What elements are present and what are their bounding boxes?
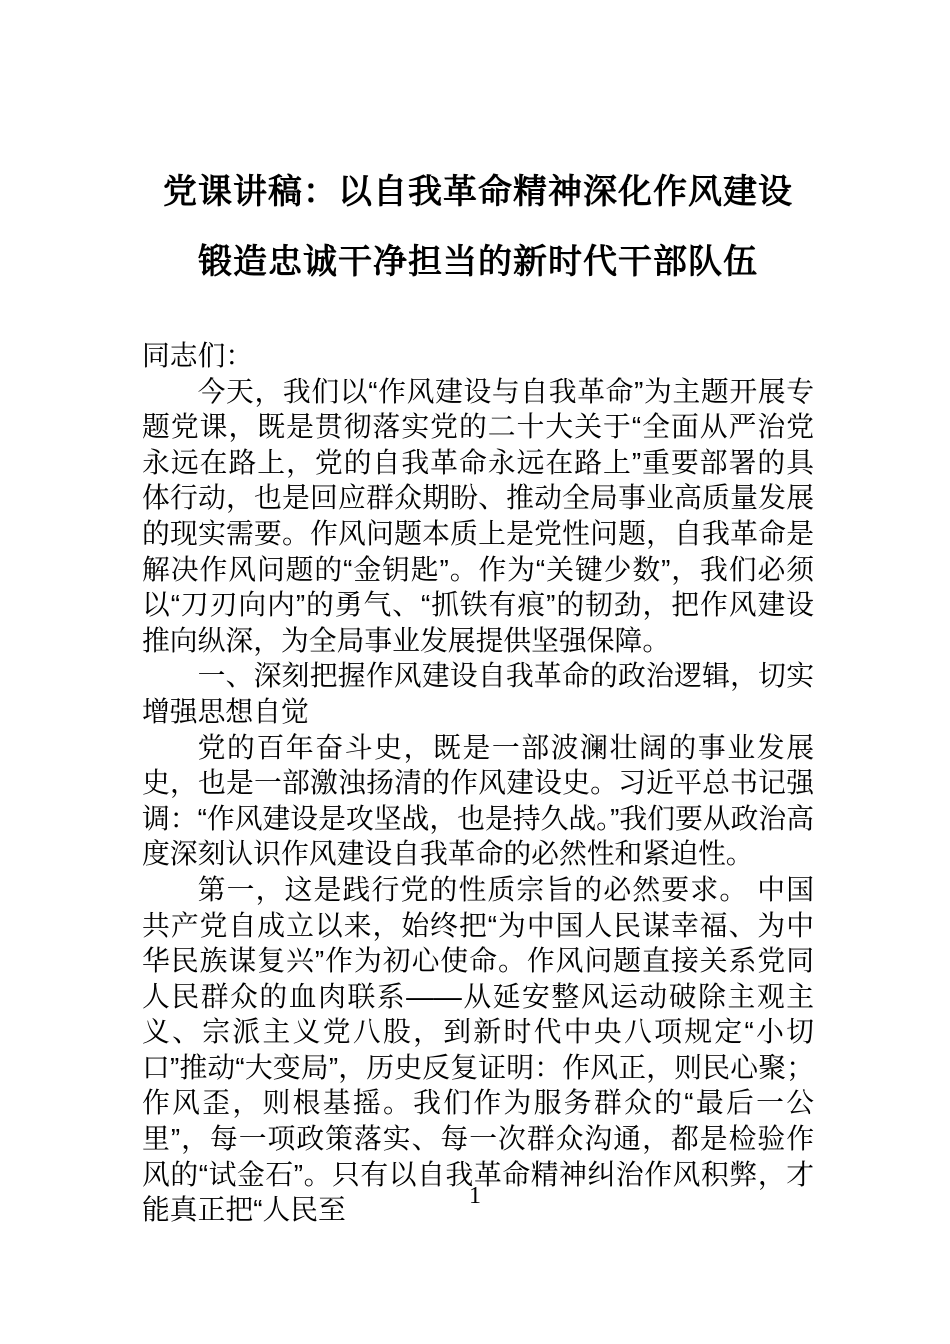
paragraph: 党的百年奋斗史，既是一部波澜壮阔的事业发展史，也是一部激浊扬清的作风建设史。习近平总书记强调：“作风建设是攻坚战，也是持久战。”我们要从政治高度深刻认识作风建设自我革命的必然性和紧迫性。 [142, 731, 814, 870]
salutation: 同志们： [142, 340, 254, 371]
paragraph: 一、深刻把握作风建设自我革命的政治逻辑，切实增强思想自觉 [142, 660, 814, 727]
title-line-2: 锻造忠诚干净担当的新时代干部队伍 [198, 243, 758, 281]
document-title [142, 172, 814, 282]
paragraph-container [142, 374, 814, 1228]
page-number: 1 [469, 1183, 481, 1209]
document-body [142, 338, 814, 1228]
paragraph: 第一，这是践行党的性质宗旨的必然要求。 中国共产党自成立以来，始终把“为中国人民谋幸福、为中华民族谋复兴”作为初心使命。作风问题直接关系党同人民群众的血肉联系——从延安整风运动破除主观主义、宗派主义党八股，到新时代中央八项规定“小切口”推动“大变局”，历史反复证明：作风正，则民心聚；作风歪，则根基摇。我们作为服务群众的“最后一公里”，每一项政策落实、每一次群众沟通，都是检验作风的“试金石”。只有以自我革命精神纠治作风积弊，才能真正把“人民至 [142, 873, 814, 1226]
paragraph: 今天，我们以“作风建设与自我革命”为主题开展专题党课，既是贯彻落实党的二十大关于“全面从严治党永远在路上，党的自我革命永远在路上”重要部署的具体行动，也是回应群众期盼、推动全局事业高质量发展的现实需要。作风问题本质上是党性问题，自我革命是解决作风问题的“金钥匙”。作为“关键少数”，我们必须以“刀刃向内”的勇气、“抓铁有痕”的韧劲，把作风建设推向纵深，为全局事业发展提供坚强保障。 [142, 375, 814, 656]
title-line-1: 党课讲稿：以自我革命精神深化作风建设 [163, 173, 793, 211]
